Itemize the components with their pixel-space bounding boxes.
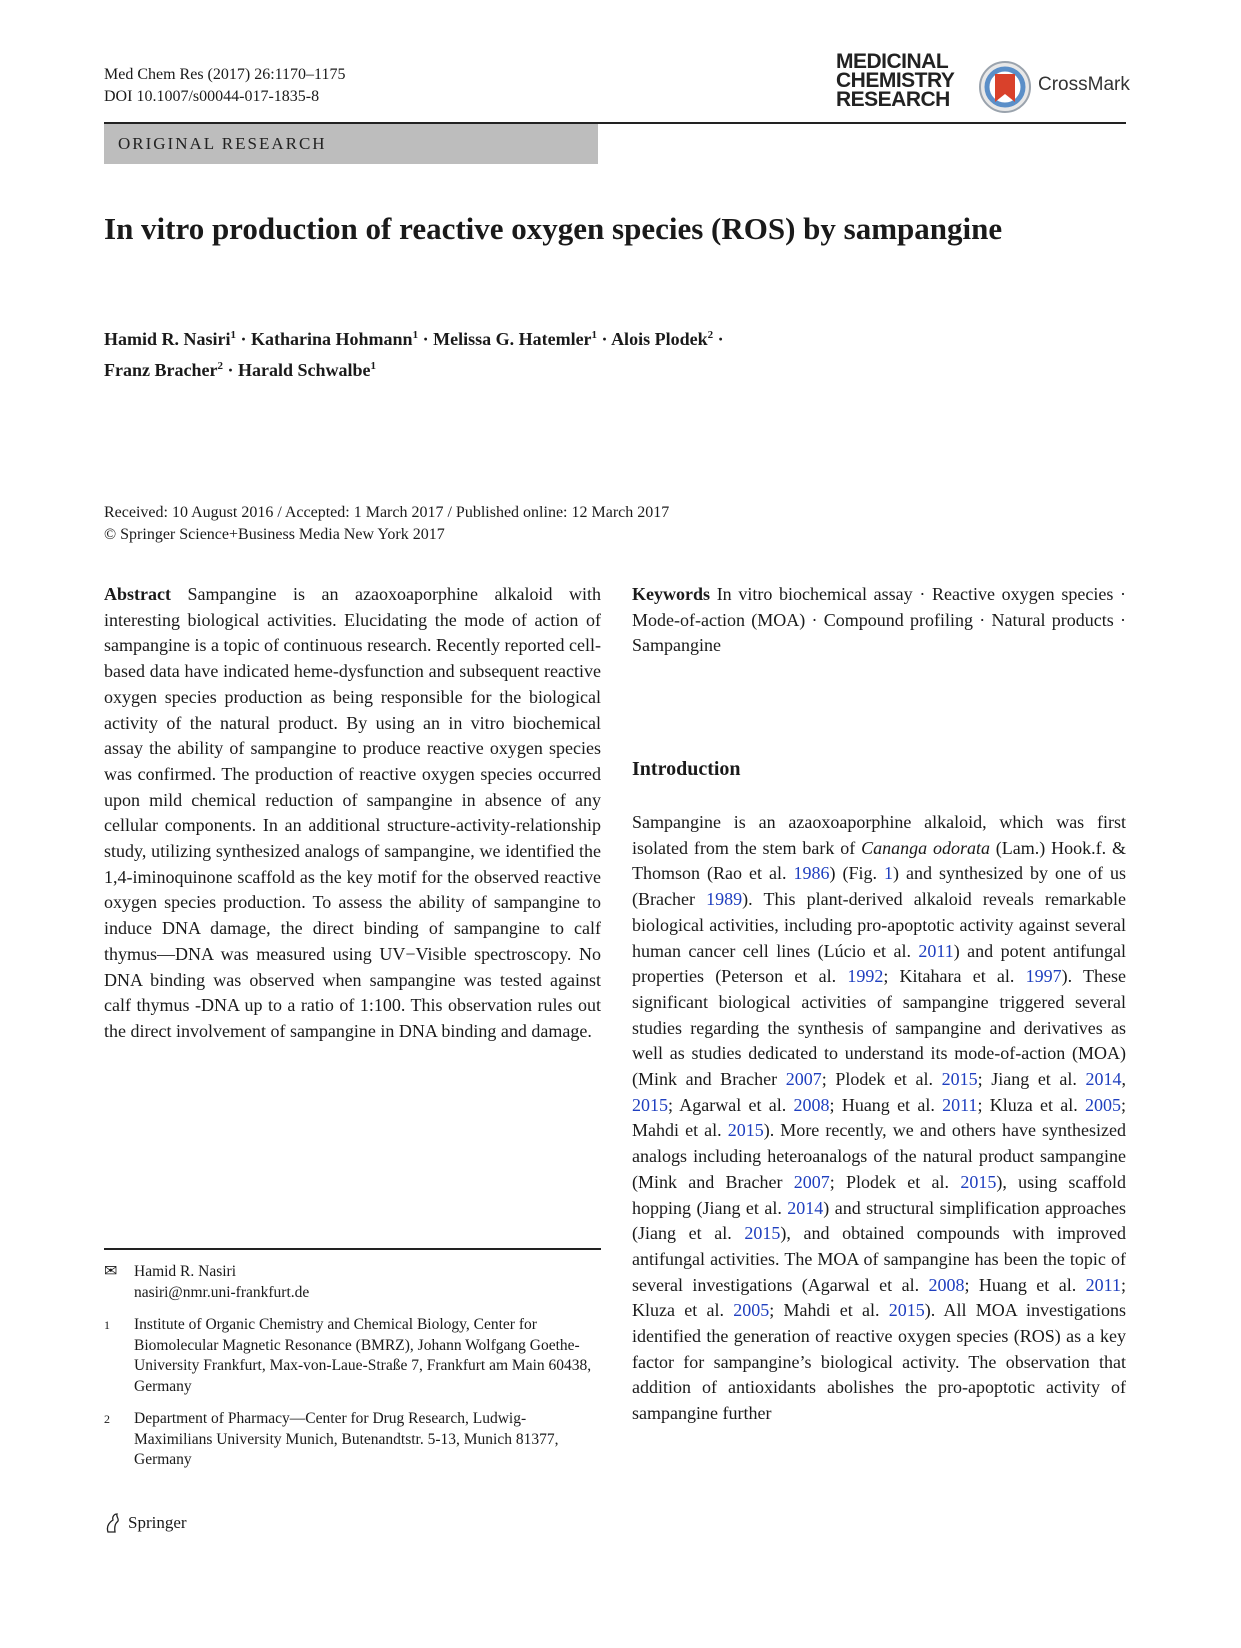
- journal-logo-text: [836, 52, 954, 109]
- intro-text: ; Jiang et al.: [977, 1069, 1086, 1090]
- abstract-text: Sampangine is an azaoxoaporphine alkaloid with interesting biological activities. Elucidating the mode of action of sampangine is a topic of continuous research. Recently reported cell-based data have indicated heme-dysfunction and subsequent reactive oxygen species production as being responsible for the biological activity of the natural product. By using an in vitro biochemical assay the ability of sampangine to produce reactive oxygen species was confirmed. The production of reactive oxygen species occurred upon mild chemical reduction of sampangine in absence of any cellular components. In an additional structure-activity-relationship study, utilizing synthesized analogs of sampangine, we identified the 1,4-iminoquinone scaffold as the key motif for the observed reactive oxygen species production. To assess the ability of sampangine to induce DNA damage, the direct binding of sampangine to calf thymus—DNA was measured using UV−Visible spectroscopy. No DNA binding was observed when sampangine was tested against calf thymus -DNA up to a ratio of 1:100. This observation rules out the direct involvement of sampangine in DNA binding and damage.: [104, 584, 602, 1041]
- intro-text: ). All MOA investigations identified the generation of reactive oxygen species (ROS) as a key factor for sampangine’s biological activity. The observation that addition of antioxidants abolishes the pro-apoptotic activity of sampangine further: [632, 1300, 1126, 1424]
- article-title: In vitro production of reactive oxygen species (ROS) by sampangine: [104, 211, 1003, 246]
- introduction-body: [632, 810, 1126, 1427]
- intro-text: ). This plant-derived alkaloid reveals remarkable biological activities, including pro-apoptotic activity against several human cancer cell lines (Lúcio et al.: [632, 889, 1126, 961]
- publication-dates: [104, 502, 1004, 546]
- keywords-label: Keywords: [632, 584, 710, 604]
- journal-citation: Med Chem Res (2017) 26:1170–1175: [104, 66, 346, 83]
- keywords-text: In vitro biochemical assay · Reactive oxygen species · Mode-of-action (MOA) · Compound profiling · Natural products · Sampangine: [632, 584, 1126, 656]
- intro-text: ). These significant biological activities of sampangine triggered several studies regarding the synthesis of sampangine and derivatives as well as studies dedicated to understand its mode-of-action (MOA) (Mink and Bracher: [632, 966, 1126, 1090]
- author[interactable]: Melissa G. Hatemler$^1$: [433, 329, 598, 349]
- citation-link[interactable]: 2011: [1085, 1274, 1121, 1295]
- abstract: [104, 582, 601, 1045]
- publisher-footer: [104, 1512, 187, 1534]
- citation-link[interactable]: 1989: [706, 889, 743, 910]
- affiliation: [104, 1315, 601, 1397]
- intro-text: ; Mahdi et al.: [632, 1094, 1126, 1141]
- intro-text: ) and synthesized by one of us (Bracher: [632, 863, 1126, 910]
- corresponding-email[interactable]: nasiri@nmr.uni-frankfurt.de: [134, 1283, 310, 1301]
- citation-link[interactable]: 2015: [941, 1069, 978, 1090]
- crossmark-label[interactable]: CrossMark: [1038, 74, 1130, 95]
- intro-text: (Lam.) Hook.f. & Thomson (Rao et al.: [632, 837, 1126, 884]
- citation-link[interactable]: 2015: [888, 1300, 925, 1321]
- citation-link[interactable]: 2015: [727, 1120, 764, 1141]
- citation-link[interactable]: 2015: [960, 1171, 997, 1192]
- intro-text: ). More recently, we and others have synthesized analogs including heteroanalogs of the natural product sampangine (Mink and Bracher: [632, 1120, 1127, 1192]
- author[interactable]: Alois Plodek$^2$: [611, 329, 714, 349]
- citation-link[interactable]: 1986: [793, 863, 830, 884]
- intro-text: ; Mahdi et al.: [769, 1300, 889, 1321]
- introduction-heading: Introduction: [632, 758, 741, 780]
- corresponding-name: Hamid R. Nasiri: [134, 1263, 237, 1280]
- author[interactable]: Harald Schwalbe$^1$: [237, 360, 376, 380]
- keywords: [632, 582, 1126, 659]
- logo-line: MEDICINAL: [836, 50, 949, 73]
- citation-link[interactable]: 2011: [918, 940, 954, 961]
- intro-text: ; Kluza et al.: [632, 1274, 1126, 1321]
- crossmark-icon[interactable]: [978, 60, 1032, 114]
- affiliation-mark: 1: [104, 1318, 110, 1332]
- intro-text: ; Kitahara et al.: [883, 966, 1026, 987]
- intro-text: ; Agarwal et al.: [668, 1094, 794, 1115]
- intro-text: ) (Fig.: [829, 863, 885, 884]
- intro-text: ; Kluza et al.: [977, 1094, 1085, 1115]
- affiliation: [104, 1409, 601, 1471]
- species-name: Cananga odorata: [861, 837, 990, 858]
- journal-reference: [104, 64, 345, 108]
- citation-link[interactable]: 2014: [1085, 1069, 1122, 1090]
- footnote-rule: [104, 1248, 601, 1250]
- citation-link[interactable]: 2008: [793, 1094, 830, 1115]
- footnotes: [104, 1262, 601, 1483]
- citation-link[interactable]: 2011: [942, 1094, 978, 1115]
- article-type-tag: ORIGINAL RESEARCH: [104, 124, 598, 164]
- intro-text: ), using scaffold hopping (Jiang et al.: [632, 1171, 1127, 1218]
- envelope-icon: ✉: [104, 1263, 118, 1280]
- author-list: Hamid R. Nasiri$^1$ · Katharina Hohmann$^1$ · Melissa G. Hatemler$^1$ · Alois Plodek$^2$ · Franz Bracher$^2$ · Harald Schwalbe$^1$: [104, 329, 724, 380]
- author[interactable]: Franz Bracher$^2$: [104, 360, 223, 380]
- citation-link[interactable]: 1997: [1025, 966, 1062, 987]
- affiliation-mark: 2: [104, 1412, 110, 1426]
- logo-line: CHEMISTRY: [836, 69, 955, 92]
- author[interactable]: Katharina Hohmann$^1$: [251, 329, 419, 349]
- abstract-label: Abstract: [104, 584, 171, 604]
- copyright-notice: © Springer Science+Business Media New York 2017: [104, 526, 445, 543]
- intro-text: ,: [1121, 1069, 1126, 1090]
- intro-text: ; Plodek et al.: [821, 1069, 942, 1090]
- citation-link[interactable]: 2014: [787, 1197, 824, 1218]
- citation-link[interactable]: 2015: [744, 1223, 781, 1244]
- citation-link[interactable]: 1: [884, 863, 894, 884]
- publisher-name: Springer: [128, 1513, 187, 1532]
- citation-link[interactable]: 2015: [632, 1094, 668, 1115]
- citation-link[interactable]: 2007: [793, 1171, 830, 1192]
- intro-text: Sampangine is an azaoxoaporphine alkaloid, which was first isolated from the stem bark of: [632, 812, 1126, 858]
- author[interactable]: Hamid R. Nasiri$^1$: [104, 329, 237, 349]
- citation-link[interactable]: 1992: [847, 966, 884, 987]
- intro-text: ) and potent antifungal properties (Peterson et al.: [632, 940, 1126, 987]
- doi: DOI 10.1007/s00044-017-1835-8: [104, 88, 320, 105]
- intro-text: ; Huang et al.: [964, 1274, 1086, 1295]
- springer-horse-icon: [104, 1512, 122, 1534]
- intro-text: ), and obtained compounds with improved antifungal activities. The MOA of sampangine has been the topic of several investigations (Agarwal et al.: [632, 1223, 1126, 1295]
- intro-text: ) and structural simplification approaches (Jiang et al.: [632, 1197, 1126, 1244]
- affiliation-text: Institute of Organic Chemistry and Chemical Biology, Center for Biomolecular Magnetic Resonance (BMRZ), Johann Wolfgang Goethe-University Frankfurt, Max-von-Laue-Straße 7, Frankfurt am Main 60438, Germany: [134, 1316, 592, 1395]
- intro-text: ; Huang et al.: [829, 1094, 943, 1115]
- citation-link[interactable]: 2005: [1084, 1094, 1121, 1115]
- citation-link[interactable]: 2008: [928, 1274, 965, 1295]
- affiliation-text: Department of Pharmacy—Center for Drug Research, Ludwig-Maximilians University Munich, Butenandtstr. 5-13, Munich 81377, Germany: [134, 1410, 559, 1468]
- intro-text: ; Plodek et al.: [829, 1171, 961, 1192]
- journal-logo: [836, 50, 1130, 122]
- history-dates: Received: 10 August 2016 / Accepted: 1 March 2017 / Published online: 12 March 2017: [104, 504, 670, 521]
- citation-link[interactable]: 2005: [733, 1300, 770, 1321]
- citation-link[interactable]: 2007: [785, 1069, 822, 1090]
- corresponding-author: [104, 1262, 601, 1303]
- logo-line: RESEARCH: [836, 88, 950, 111]
